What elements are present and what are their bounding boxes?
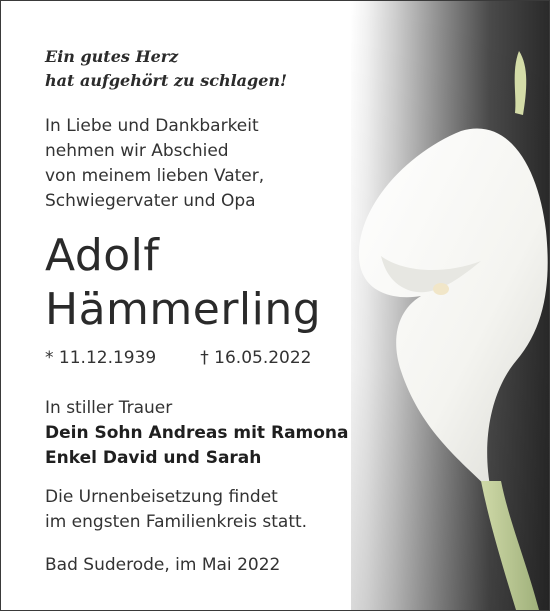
mourner-line: Dein Sohn Andreas mit Ramona [45,423,349,443]
mourner-line: Enkel David und Sarah [45,448,262,468]
motto-line: Ein gutes Herz [45,47,179,66]
motto-line: hat aufgehört zu schlagen! [45,71,288,90]
intro-line: nehmen wir Abschied [45,141,229,161]
motto [45,45,287,93]
deceased-name [45,229,321,337]
notice-line: Die Urnenbeisetzung findet [45,487,278,507]
intro-text [45,114,264,214]
mourning-intro: In stiller Trauer [45,398,173,418]
calla-lily-image [341,41,550,610]
life-dates [45,347,312,369]
mourners [45,396,349,471]
birth-date: * 11.12.1939 [45,348,157,368]
notice-line: im engsten Familienkreis statt. [45,512,308,532]
first-name: Adolf [45,230,160,281]
last-name: Hämmerling [45,284,322,335]
death-date: † 16.05.2022 [200,348,312,368]
intro-line: Schwiegervater und Opa [45,191,256,211]
intro-line: In Liebe und Dankbarkeit [45,116,259,136]
intro-line: von meinem lieben Vater, [45,166,265,186]
burial-notice [45,485,307,535]
place-date: Bad Suderode, im Mai 2022 [45,555,281,575]
